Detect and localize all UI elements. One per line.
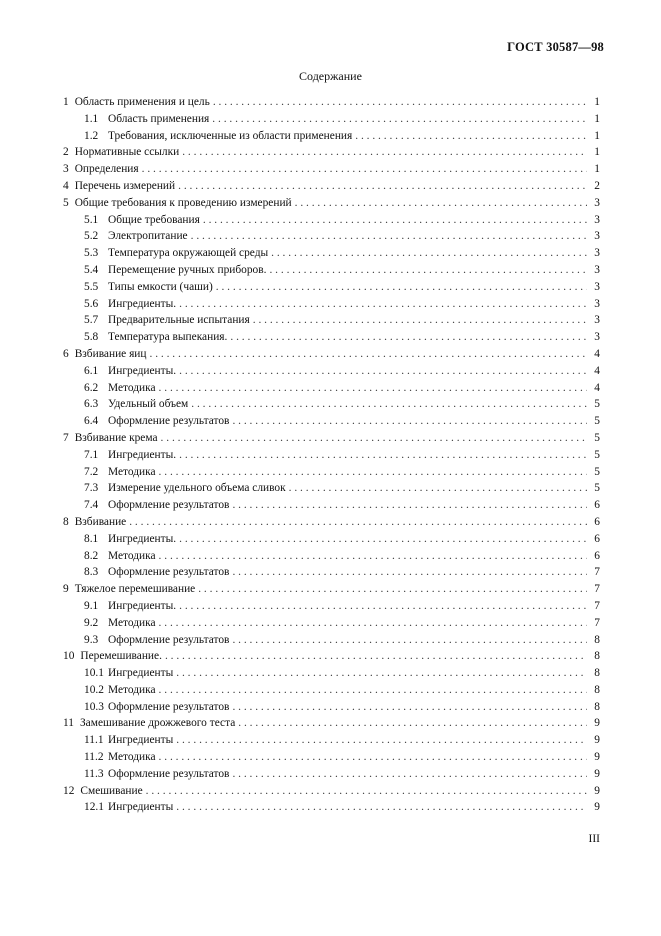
toc-entry-number: 10.3 <box>84 700 104 713</box>
toc-dot-leader <box>198 581 587 598</box>
toc-entry[interactable] <box>63 766 600 783</box>
toc-dot-leader <box>159 464 587 481</box>
toc-dot-leader <box>182 144 587 161</box>
toc-entry-label: Тяжелое перемешивание <box>74 583 196 596</box>
toc-dot-leader <box>179 363 587 380</box>
toc-entry-page: 1 <box>594 146 600 159</box>
toc-entry-page: 5 <box>594 448 600 461</box>
toc-entry-page: 7 <box>594 616 600 629</box>
toc-entry-page: 9 <box>594 784 600 797</box>
toc-entry-label: Общие требования <box>108 213 200 226</box>
toc-entry-number: 3 <box>63 163 69 176</box>
page-number: III <box>588 833 600 845</box>
toc-dot-leader <box>232 497 587 514</box>
toc-entry-page: 9 <box>594 801 600 814</box>
toc-entry-page: 4 <box>594 347 600 360</box>
toc-dot-leader <box>159 548 587 565</box>
toc-entry-label: Методика <box>108 549 156 562</box>
toc-entry-page: 8 <box>594 683 600 696</box>
toc-entry-label: Ингредиенты <box>108 667 174 680</box>
toc-entry-page: 3 <box>594 331 600 344</box>
toc-entry[interactable] <box>63 497 600 514</box>
toc-entry-page: 4 <box>594 381 600 394</box>
toc-dot-leader <box>150 346 587 363</box>
toc-entry[interactable] <box>63 715 600 732</box>
toc-entry[interactable] <box>63 464 600 481</box>
toc-entry-number: 6.3 <box>84 398 99 411</box>
toc-dot-leader <box>232 564 587 581</box>
toc-entry-number: 10.1 <box>84 667 104 680</box>
toc-dot-leader <box>230 329 587 346</box>
toc-entry-label: Взбивание <box>74 515 127 528</box>
toc-entry-page: 9 <box>594 767 600 780</box>
toc-entry-label: Оформление результатов <box>108 499 230 512</box>
toc-entry-number: 5.8 <box>84 331 99 344</box>
toc-dot-leader <box>165 648 587 665</box>
toc-entry-page: 3 <box>594 314 600 327</box>
toc-entry[interactable] <box>63 380 600 397</box>
toc-entry-label: Ингредиенты <box>108 734 174 747</box>
table-of-contents <box>63 94 600 816</box>
toc-dot-leader <box>295 195 587 212</box>
toc-entry-label: Требования, исключенные из области применения <box>108 129 353 142</box>
toc-entry[interactable] <box>63 430 600 447</box>
toc-entry-number: 5 <box>63 196 69 209</box>
toc-entry-number: 9.2 <box>84 616 99 629</box>
toc-entry-number: 6.4 <box>84 415 99 428</box>
toc-entry-number: 9.1 <box>84 599 99 612</box>
toc-dot-leader <box>176 665 587 682</box>
toc-dot-leader <box>238 715 587 732</box>
toc-entry-page: 9 <box>594 734 600 747</box>
toc-entry-page: 3 <box>594 247 600 260</box>
toc-entry-number: 8.1 <box>84 532 99 545</box>
toc-dot-leader <box>179 296 587 313</box>
toc-entry-number: 2 <box>63 146 69 159</box>
toc-entry-number: 9 <box>63 583 69 596</box>
toc-dot-leader <box>289 480 587 497</box>
toc-entry-page: 3 <box>594 263 600 276</box>
toc-dot-leader <box>179 598 587 615</box>
toc-entry-number: 5.4 <box>84 263 99 276</box>
toc-entry[interactable] <box>63 228 600 245</box>
toc-dot-leader <box>176 799 587 816</box>
toc-entry[interactable] <box>63 648 600 665</box>
toc-entry-label: Замешивание дрожжевого теста <box>79 717 236 730</box>
toc-entry[interactable] <box>63 615 600 632</box>
toc-entry-number: 4 <box>63 179 69 192</box>
toc-entry-label: Ингредиенты. <box>108 448 177 461</box>
toc-entry-label: Оформление результатов <box>108 700 230 713</box>
toc-dot-leader <box>179 531 587 548</box>
toc-entry[interactable] <box>63 312 600 329</box>
toc-entry-label: Ингредиенты. <box>108 532 177 545</box>
toc-entry[interactable] <box>63 296 600 313</box>
toc-entry[interactable] <box>63 665 600 682</box>
toc-entry[interactable] <box>63 783 600 800</box>
toc-dot-leader <box>178 178 587 195</box>
toc-entry[interactable] <box>63 195 600 212</box>
toc-entry-page: 8 <box>594 667 600 680</box>
toc-entry-page: 1 <box>594 163 600 176</box>
document-header: ГОСТ 30587—98 <box>507 40 604 54</box>
toc-entry-number: 9.3 <box>84 633 99 646</box>
toc-entry-page: 7 <box>594 566 600 579</box>
toc-entry-number: 5.5 <box>84 280 99 293</box>
toc-entry[interactable] <box>63 749 600 766</box>
toc-entry-number: 12 <box>63 784 75 797</box>
toc-entry-number: 8.3 <box>84 566 99 579</box>
toc-entry-page: 7 <box>594 583 600 596</box>
toc-entry-number: 5.2 <box>84 230 99 243</box>
toc-entry-label: Предварительные испытания <box>108 314 250 327</box>
toc-entry[interactable] <box>63 363 600 380</box>
toc-entry-label: Оформление результатов <box>108 767 230 780</box>
toc-entry-number: 11.3 <box>84 767 104 780</box>
toc-entry-label: Перемещение ручных приборов. <box>108 263 267 276</box>
toc-entry[interactable] <box>63 699 600 716</box>
toc-entry-label: Перемешивание. <box>80 650 162 663</box>
toc-entry-label: Перечень измерений <box>74 179 176 192</box>
toc-dot-leader <box>161 430 587 447</box>
toc-dot-leader <box>232 699 587 716</box>
toc-dot-leader <box>271 245 587 262</box>
toc-entry-page: 3 <box>594 213 600 226</box>
toc-entry-number: 5.3 <box>84 247 99 260</box>
toc-entry-label: Электропитание <box>108 230 188 243</box>
toc-entry[interactable] <box>63 94 600 111</box>
toc-dot-leader <box>212 111 587 128</box>
toc-entry-page: 6 <box>594 532 600 545</box>
toc-entry-number: 7.2 <box>84 465 99 478</box>
toc-entry[interactable] <box>63 144 600 161</box>
toc-entry[interactable] <box>63 531 600 548</box>
toc-entry-label: Методика <box>108 751 156 764</box>
toc-entry-label: Ингредиенты. <box>108 297 177 310</box>
toc-entry-label: Смешивание <box>80 784 143 797</box>
toc-entry-number: 7.3 <box>84 482 99 495</box>
toc-entry-label: Определения <box>74 163 139 176</box>
toc-dot-leader <box>232 766 587 783</box>
toc-entry[interactable] <box>63 396 600 413</box>
toc-entry-page: 3 <box>594 196 600 209</box>
toc-entry[interactable] <box>63 799 600 816</box>
toc-dot-leader <box>203 212 587 229</box>
toc-entry[interactable] <box>63 732 600 749</box>
toc-dot-leader <box>159 615 587 632</box>
toc-entry-number: 1.2 <box>84 129 99 142</box>
toc-entry-page: 5 <box>594 482 600 495</box>
toc-entry-page: 5 <box>594 431 600 444</box>
toc-dot-leader <box>179 447 587 464</box>
toc-entry-page: 3 <box>594 280 600 293</box>
toc-entry-number: 11.2 <box>84 751 104 764</box>
toc-entry-label: Взбивание крема <box>74 431 158 444</box>
toc-entry-page: 5 <box>594 398 600 411</box>
toc-entry-label: Взбивание яиц <box>74 347 147 360</box>
toc-entry-label: Оформление результатов <box>108 415 230 428</box>
toc-dot-leader <box>232 413 587 430</box>
toc-entry[interactable] <box>63 161 600 178</box>
toc-entry-number: 1.1 <box>84 112 99 125</box>
toc-entry[interactable] <box>63 262 600 279</box>
toc-entry-number: 11 <box>63 717 74 730</box>
toc-entry-label: Методика <box>108 616 156 629</box>
toc-entry-page: 7 <box>594 599 600 612</box>
toc-entry-label: Температура выпекания. <box>108 331 228 344</box>
toc-entry-label: Методика <box>108 381 156 394</box>
toc-entry[interactable] <box>63 329 600 346</box>
toc-entry[interactable] <box>63 346 600 363</box>
toc-entry-number: 7.1 <box>84 448 99 461</box>
toc-dot-leader <box>146 783 587 800</box>
toc-entry-number: 12.1 <box>84 801 104 814</box>
toc-entry[interactable] <box>63 598 600 615</box>
toc-entry[interactable] <box>63 548 600 565</box>
toc-entry-label: Общие требования к проведению измерений <box>74 196 292 209</box>
toc-entry-label: Нормативные ссылки <box>74 146 180 159</box>
toc-dot-leader <box>159 682 587 699</box>
toc-entry-number: 6.1 <box>84 364 99 377</box>
toc-dot-leader <box>159 380 587 397</box>
toc-entry-label: Методика <box>108 683 156 696</box>
toc-entry[interactable] <box>63 514 600 531</box>
toc-entry-page: 3 <box>594 297 600 310</box>
toc-entry[interactable] <box>63 245 600 262</box>
toc-entry-page: 9 <box>594 751 600 764</box>
toc-entry-page: 3 <box>594 230 600 243</box>
toc-entry-label: Типы емкости (чаши) <box>108 280 213 293</box>
toc-dot-leader <box>213 94 587 111</box>
toc-entry[interactable] <box>63 128 600 145</box>
toc-entry-page: 9 <box>594 717 600 730</box>
toc-entry-page: 8 <box>594 633 600 646</box>
toc-entry[interactable] <box>63 178 600 195</box>
toc-dot-leader <box>355 128 587 145</box>
toc-entry-label: Ингредиенты <box>108 801 174 814</box>
toc-entry-number: 11.1 <box>84 734 104 747</box>
toc-entry-page: 5 <box>594 415 600 428</box>
toc-entry-label: Область применения <box>108 112 210 125</box>
toc-entry-label: Измерение удельного объема сливок <box>108 482 286 495</box>
toc-entry[interactable] <box>63 447 600 464</box>
toc-entry-label: Методика <box>108 465 156 478</box>
toc-entry-page: 8 <box>594 650 600 663</box>
toc-entry-page: 4 <box>594 364 600 377</box>
toc-entry-number: 1 <box>63 96 69 108</box>
toc-entry-page: 8 <box>594 700 600 713</box>
toc-entry-number: 8.2 <box>84 549 99 562</box>
toc-dot-leader <box>269 262 587 279</box>
toc-entry-page: 6 <box>594 549 600 562</box>
toc-entry-label: Оформление результатов <box>108 633 230 646</box>
toc-entry-number: 6.2 <box>84 381 99 394</box>
toc-entry[interactable] <box>63 682 600 699</box>
toc-entry-number: 10.2 <box>84 683 104 696</box>
toc-dot-leader <box>191 228 587 245</box>
toc-entry-number: 8 <box>63 515 69 528</box>
toc-entry-number: 10 <box>63 650 75 663</box>
toc-entry-number: 5.6 <box>84 297 99 310</box>
toc-dot-leader <box>159 749 587 766</box>
toc-dot-leader <box>191 396 587 413</box>
toc-entry-page: 6 <box>594 515 600 528</box>
toc-entry[interactable] <box>63 413 600 430</box>
toc-entry-page: 1 <box>594 129 600 142</box>
toc-dot-leader <box>176 732 587 749</box>
toc-dot-leader <box>142 161 587 178</box>
toc-entry[interactable] <box>63 212 600 229</box>
toc-entry-label: Температура окружающей среды <box>108 247 269 260</box>
toc-entry-page: 1 <box>594 112 600 125</box>
toc-entry-label: Оформление результатов <box>108 566 230 579</box>
toc-entry-label: Ингредиенты. <box>108 364 177 377</box>
toc-entry-page: 2 <box>594 179 600 192</box>
toc-dot-leader <box>129 514 587 531</box>
toc-entry[interactable] <box>63 632 600 649</box>
toc-entry-number: 6 <box>63 347 69 360</box>
toc-entry-label: Ингредиенты. <box>108 599 177 612</box>
toc-entry[interactable] <box>63 564 600 581</box>
toc-entry[interactable] <box>63 480 600 497</box>
toc-entry-page: 5 <box>594 465 600 478</box>
toc-dot-leader <box>216 279 587 296</box>
toc-entry-number: 5.1 <box>84 213 99 226</box>
toc-entry-label: Область применения и цель <box>74 96 210 108</box>
toc-entry-number: 5.7 <box>84 314 99 327</box>
page-title: Содержание <box>299 69 362 83</box>
toc-entry[interactable] <box>63 111 600 128</box>
toc-dot-leader <box>253 312 587 329</box>
toc-entry-page: 1 <box>594 96 600 108</box>
toc-dot-leader <box>232 632 587 649</box>
toc-entry-number: 7 <box>63 431 69 444</box>
toc-entry-page: 6 <box>594 499 600 512</box>
toc-entry-label: Удельный объем <box>108 398 189 411</box>
toc-entry[interactable] <box>63 581 600 598</box>
toc-entry-number: 7.4 <box>84 499 99 512</box>
toc-entry[interactable] <box>63 279 600 296</box>
